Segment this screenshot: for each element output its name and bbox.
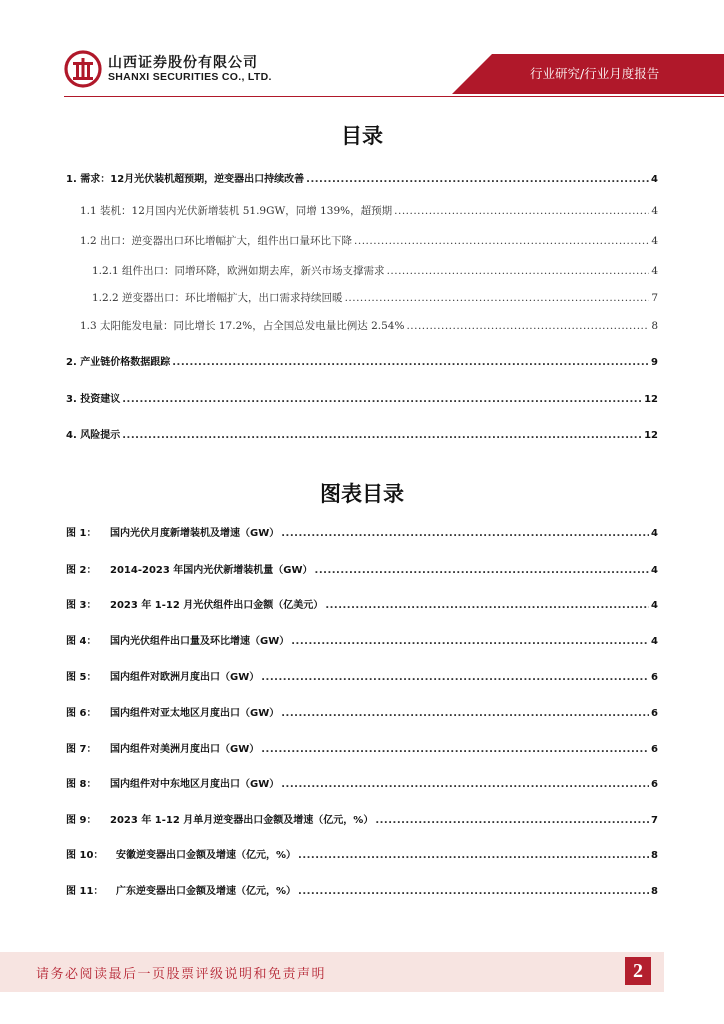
figure-entry-2[interactable] — [66, 561, 658, 577]
figure-label: 图 5： — [66, 672, 97, 683]
toc-entry-1-3[interactable] — [80, 318, 658, 334]
figure-page: 4 — [651, 528, 658, 539]
toc-leader — [298, 886, 649, 897]
toc-leader — [375, 815, 649, 826]
toc-entry-1-2[interactable] — [80, 233, 658, 249]
toc-leader — [291, 636, 649, 647]
toc-leader — [261, 744, 649, 755]
toc-entry-1[interactable] — [66, 170, 658, 186]
figure-page: 7 — [651, 815, 658, 826]
toc-entry-text: 2. 产业链价格数据跟踪 — [66, 357, 171, 368]
figures-title: 图表目录 — [320, 482, 404, 506]
toc-leader — [325, 600, 649, 611]
figure-page: 6 — [651, 708, 658, 719]
figure-page: 4 — [651, 636, 658, 647]
figure-label: 图 2： — [66, 565, 97, 576]
toc-leader — [298, 850, 649, 861]
toc-entry-text: 1.2.1 组件出口：同增环降，欧洲如期去库，新兴市场支撑需求 — [92, 265, 385, 277]
figure-text: 国内组件对中东地区月度出口（GW） — [110, 779, 280, 790]
toc-entry-page: 4 — [651, 265, 658, 277]
toc-entry-text: 1.2 出口：逆变器出口环比增幅扩大，组件出口量环比下降 — [80, 235, 353, 247]
header-divider — [64, 96, 724, 97]
figure-page: 6 — [651, 744, 658, 755]
toc-leader — [281, 708, 649, 719]
figure-text: 国内光伏组件出口量及环比增速（GW） — [110, 636, 290, 647]
figure-entry-10[interactable] — [66, 846, 658, 862]
figure-text: 广东逆变器出口金额及增速（亿元，%） — [116, 886, 297, 897]
toc-entry-text: 1. 需求：12月光伏装机超预期，逆变器出口持续改善 — [66, 174, 305, 185]
figure-page: 6 — [651, 672, 658, 683]
company-name-cn: 山西证券股份有限公司 — [108, 55, 258, 71]
figure-label: 图 4： — [66, 636, 97, 647]
toc-entry-text: 4. 风险提示 — [66, 430, 121, 441]
figure-page: 8 — [651, 886, 658, 897]
toc-leader — [354, 235, 649, 247]
toc-entry-text: 3. 投资建议 — [66, 394, 121, 405]
shanxi-securities-logo-icon — [64, 50, 102, 88]
toc-leader — [281, 779, 649, 790]
figure-entry-1[interactable] — [66, 524, 658, 540]
figure-entry-5[interactable] — [66, 668, 658, 684]
figure-entry-6[interactable] — [66, 704, 658, 720]
figure-text: 安徽逆变器出口金额及增速（亿元，%） — [116, 850, 297, 861]
page-header — [0, 0, 724, 96]
figure-text: 2014-2023 年国内光伏新增装机量（GW） — [110, 565, 313, 576]
figure-label: 图 7： — [66, 744, 97, 755]
toc-entry-page: 12 — [644, 430, 658, 441]
company-name-en: SHANXI SECURITIES CO., LTD. — [108, 71, 272, 83]
figure-page: 4 — [651, 600, 658, 611]
toc-leader — [261, 672, 649, 683]
toc-entry-page: 4 — [651, 174, 658, 185]
figure-text: 国内组件对欧洲月度出口（GW） — [110, 672, 260, 683]
figure-label: 图 8： — [66, 779, 97, 790]
toc-entry-page: 9 — [651, 357, 658, 368]
figure-entry-7[interactable] — [66, 740, 658, 756]
figure-label: 图 9： — [66, 815, 97, 826]
figure-entry-4[interactable] — [66, 632, 658, 648]
figure-label: 图 1： — [66, 528, 97, 539]
toc-entry-1-2-2[interactable] — [92, 290, 658, 306]
figure-page: 6 — [651, 779, 658, 790]
figure-label: 图 11： — [66, 886, 104, 897]
figure-page: 4 — [651, 565, 658, 576]
toc-entry-text: 1.2.2 逆变器出口：环比增幅扩大，出口需求持续回暖 — [92, 292, 343, 304]
figure-text: 国内组件对亚太地区月度出口（GW） — [110, 708, 280, 719]
toc-entry-2[interactable] — [66, 353, 658, 369]
toc-entry-text: 1.3 太阳能发电量：同比增长 17.2%，占全国总发电量比例达 2.54% — [80, 320, 405, 332]
figure-text: 国内光伏月度新增装机及增速（GW） — [110, 528, 280, 539]
toc-leader — [122, 430, 642, 441]
toc-title: 目录 — [341, 124, 383, 148]
toc-leader — [406, 320, 649, 332]
footer-right-block — [664, 952, 724, 992]
toc-entry-page: 4 — [651, 205, 658, 217]
toc-entry-4[interactable] — [66, 426, 658, 442]
figure-entry-3[interactable] — [66, 596, 658, 612]
figure-label: 图 6： — [66, 708, 97, 719]
toc-leader — [315, 565, 649, 576]
figure-text: 2023 年 1-12 月光伏组件出口金额（亿美元） — [110, 600, 324, 611]
toc-leader — [172, 357, 649, 368]
toc-entry-1-2-1[interactable] — [92, 263, 658, 279]
toc-entry-page: 4 — [651, 235, 658, 247]
toc-entry-1-1[interactable] — [80, 203, 658, 219]
toc-leader — [281, 528, 649, 539]
figure-label: 图 10： — [66, 850, 104, 861]
figure-entry-9[interactable] — [66, 811, 658, 827]
toc-leader — [122, 394, 642, 405]
figure-text: 2023 年 1-12 月单月逆变器出口金额及增速（亿元，%） — [110, 815, 374, 826]
figure-text: 国内组件对美洲月度出口（GW） — [110, 744, 260, 755]
toc-entry-page: 12 — [644, 394, 658, 405]
toc-entry-3[interactable] — [66, 390, 658, 406]
figure-entry-8[interactable] — [66, 775, 658, 791]
figure-page: 8 — [651, 850, 658, 861]
toc-leader — [387, 265, 650, 277]
toc-leader — [394, 205, 649, 217]
footer-disclaimer: 请务必阅读最后一页股票评级说明和免责声明 — [36, 967, 327, 982]
toc-entry-page: 7 — [651, 292, 658, 304]
toc-entry-text: 1.1 装机：12月国内光伏新增装机 51.9GW，同增 139%，超预期 — [80, 205, 393, 217]
report-type-label: 行业研究/行业月度报告 — [530, 66, 660, 81]
figure-label: 图 3： — [66, 600, 97, 611]
page-number: 2 — [625, 957, 651, 985]
toc-leader — [306, 174, 649, 185]
toc-entry-page: 8 — [651, 320, 658, 332]
toc-leader — [345, 292, 650, 304]
figure-entry-11[interactable] — [66, 882, 658, 898]
